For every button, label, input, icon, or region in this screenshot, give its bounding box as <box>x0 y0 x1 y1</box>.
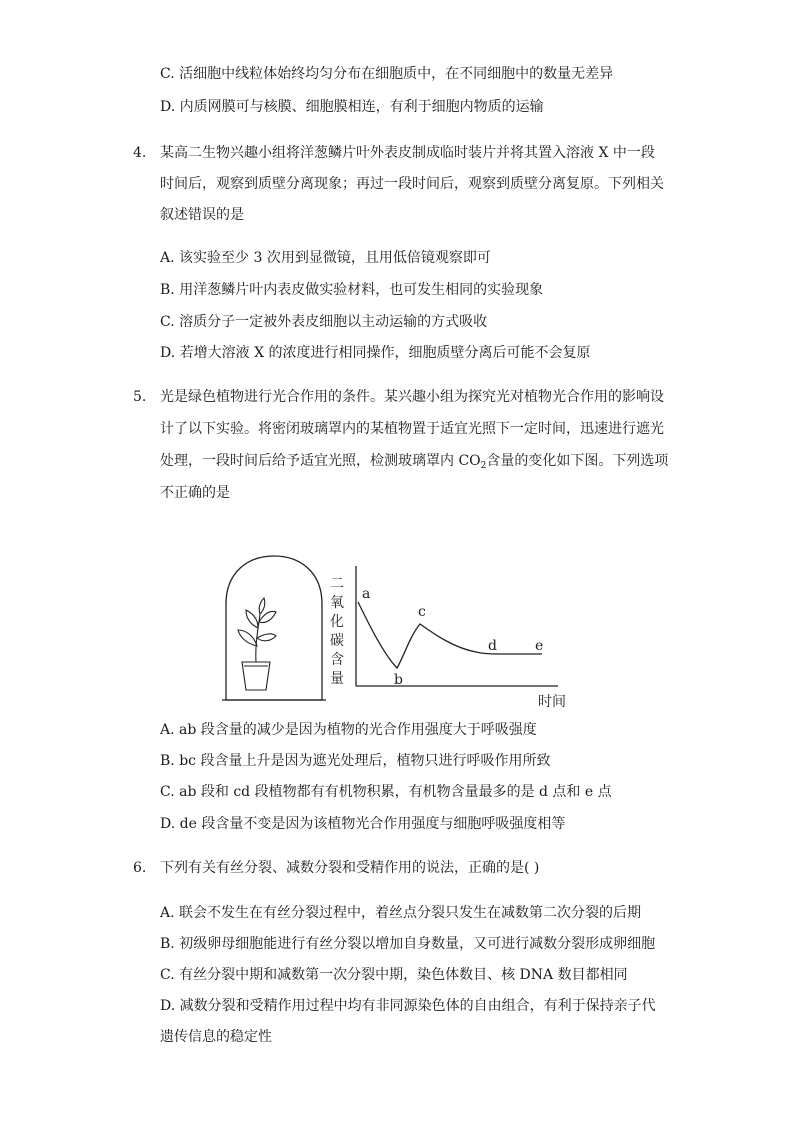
q5-stem-line-2: 计了以下实验。将密闭玻璃罩内的某植物置于适宜光照下一定时间，迅速进行遮光 <box>160 421 664 437</box>
point-label-e: e <box>535 638 544 654</box>
x-axis-label: 时间 <box>538 694 566 710</box>
q5-stem-line-4: 不正确的是 <box>160 485 230 501</box>
co2-experiment-figure <box>222 552 574 712</box>
point-label-c: c <box>418 604 426 620</box>
q4-option-c: C. 溶质分子一定被外表皮细胞以主动运输的方式吸收 <box>160 314 488 330</box>
bell-jar-illustration <box>226 556 322 700</box>
q5-option-a: A. ab 段含量的减少是因为植物的光合作用强度大于呼吸强度 <box>160 722 537 738</box>
co2-curve <box>358 602 542 668</box>
q6-stem: 下列有关有丝分裂、减数分裂和受精作用的说法，正确的是( ) <box>160 860 540 876</box>
point-label-a: a <box>362 586 371 602</box>
q4-stem-line-2: 时间后，观察到质壁分离现象；再过一段时间后，观察到质壁分离复原。下列相关 <box>160 176 664 192</box>
potted-plant-icon <box>238 598 276 690</box>
point-label-d: d <box>488 638 497 654</box>
q5-option-b: B. bc 段含量上升是因为遮光处理后，植物只进行呼吸作用所致 <box>160 753 551 769</box>
q6-option-d-line-2: 遗传信息的稳定性 <box>160 1029 272 1045</box>
point-label-b: b <box>394 672 403 688</box>
y-axis-label-char: 含 <box>330 652 344 668</box>
q3-option-c: C. 活细胞中线粒体始终均匀分布在细胞质中，在不同细胞中的数量无差异 <box>160 66 614 82</box>
q6-option-c: C. 有丝分裂中期和减数第一次分裂中期，染色体数目、核 DNA 数目都相同 <box>160 967 628 983</box>
q6-option-d-line-1: D. 减数分裂和受精作用过程中均有非同源染色体的自由组合，有利于保持亲子代 <box>160 998 656 1014</box>
q4-stem-line-1: 某高二生物兴趣小组将洋葱鳞片叶外表皮制成临时装片并将其置入溶液 X 中一段 <box>160 145 655 161</box>
q3-option-d: D. 内质网膜可与核膜、细胞膜相连，有利于细胞内物质的运输 <box>160 99 544 115</box>
q5-number: 5. <box>133 389 147 405</box>
y-axis-label-char: 氧 <box>330 595 344 611</box>
co2-subscript: 2 <box>480 461 487 471</box>
y-axis-label-char: 二 <box>330 576 344 592</box>
q6-option-b: B. 初级卵母细胞能进行有丝分裂以增加自身数量，又可进行减数分裂形成卵细胞 <box>160 936 656 952</box>
q6-option-a: A. 联会不发生在有丝分裂过程中，着丝点分裂只发生在减数第二次分裂的后期 <box>160 905 642 921</box>
q5-option-c: C. ab 段和 cd 段植物都有有机物积累，有机物含量最多的是 d 点和 e 点 <box>160 784 612 800</box>
q5-option-d: D. de 段含量不变是因为该植物光合作用强度与细胞呼吸强度相等 <box>160 816 566 832</box>
q5-stem-line-3-post: 含量的变化如下图。下列选项 <box>486 453 669 469</box>
q4-stem-line-3: 叙述错误的是 <box>160 207 244 223</box>
q5-stem-line-3-pre: 处理，一段时间后给予适宜光照，检测玻璃罩内 CO <box>160 453 481 469</box>
q4-number: 4. <box>133 145 147 161</box>
y-axis-label <box>330 576 344 687</box>
q6-number: 6. <box>133 860 147 876</box>
y-axis-label-char: 量 <box>330 671 344 687</box>
y-axis-label-char: 碳 <box>330 633 344 649</box>
q4-option-d: D. 若增大溶液 X 的浓度进行相同操作，细胞质壁分离后可能不会复原 <box>160 345 591 361</box>
q5-stem-line-3 <box>160 451 668 476</box>
q4-option-a: A. 该实验至少 3 次用到显微镜，且用低倍镜观察即可 <box>160 250 491 266</box>
q5-stem-line-1: 光是绿色植物进行光合作用的条件。某兴趣小组为探究光对植物光合作用的影响设 <box>160 389 664 405</box>
y-axis-label-char: 化 <box>330 614 344 630</box>
q4-option-b: B. 用洋葱鳞片叶内表皮做实验材料，也可发生相同的实验现象 <box>160 282 544 298</box>
